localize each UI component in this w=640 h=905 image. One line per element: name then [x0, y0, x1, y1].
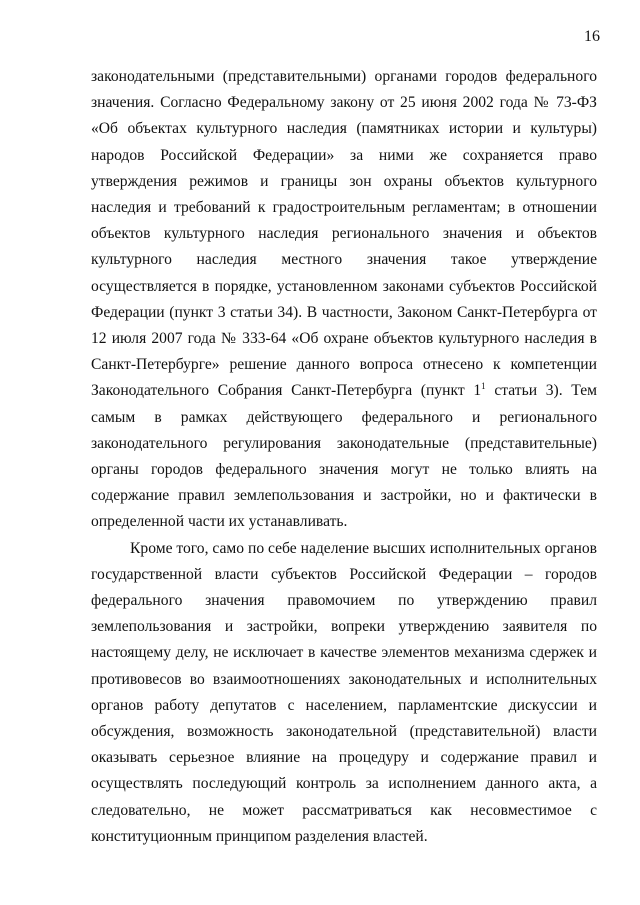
paragraph-1-continuation: статьи 3). Тем самым в рамках действующего федерального и регионального законодательного регулирования законодательные (представительные) органы городов федерального значения могут не только влиять на содержание правил землепользования и застройки, но и фактически в определенной части их устанавливать. [91, 382, 597, 531]
paragraph-1 [91, 64, 597, 536]
superscript-index: 1 [481, 381, 486, 392]
body-text [91, 64, 597, 850]
paragraph-1-text: законодательными (представительными) органами городов федерального значения. Согласно Федеральному закону от 25 июня 2002 года № 73-ФЗ «Об объектах культурного наследия (памятниках истории и культуры) народов Российской Федерации» за ними же сохраняется право утверждения режимов и границы зон охраны объектов культурного наследия и требований к градостроительным регламентам; в отношении объектов культурного наследия регионального значения и объектов культурного наследия местного значения такое утверждение осуществляется в порядке, установленном законами субъектов Российской Федерации (пункт 3 статьи 34). В частности, Законом Санкт-Петербурга от 12 июля 2007 года № 333-64 «Об охране объектов культурного наследия в Санкт-Петербурге» решение данного вопроса отнесено к компетенции Законодательного Собрания Санкт-Петербурга (пункт 1 [91, 68, 597, 400]
page-number: 16 [584, 28, 600, 45]
paragraph-2: Кроме того, само по себе наделение высших исполнительных органов государственной власти субъектов Российской Федерации – городов федерального значения правомочием по утверждению правил землепользования и застройки, вопреки утверждению заявителя по настоящему делу, не исключает в качестве элементов механизма сдержек и противовесов во взаимоотношениях законодательных и исполнительных органов работу депутатов с населением, парламентские дискуссии и обсуждения, возможность законодательной (представительной) власти оказывать серьезное влияние на процедуру и содержание правил и осуществлять последующий контроль за исполнением данного акта, а следовательно, не может рассматриваться как несовместимое с конституционным принципом разделения властей. [91, 539, 597, 845]
